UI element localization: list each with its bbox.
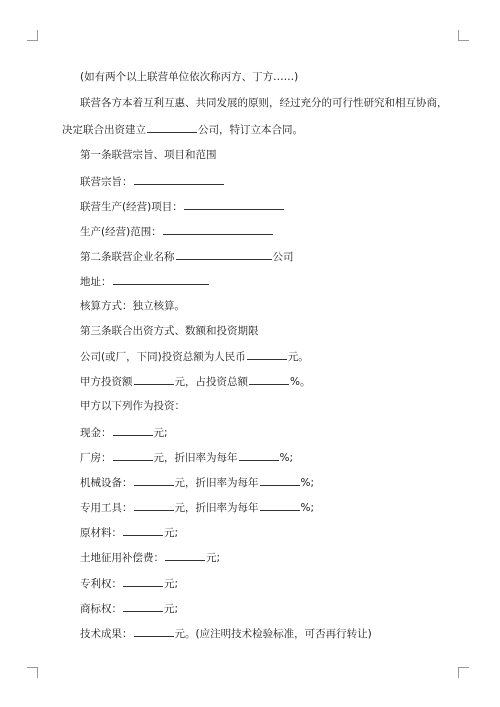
item-trademark: 商标权： 元;: [80, 603, 179, 615]
field-project: 联营生产(经营)项目：: [80, 199, 285, 214]
fill-blank[interactable]: [113, 274, 209, 285]
item-patent: 专利权： 元;: [80, 578, 179, 590]
fill-blank[interactable]: [184, 199, 284, 210]
fill-blank[interactable]: [134, 374, 174, 385]
field-total-investment: 公司(或厂，下同)投资总额为人民币 元。: [80, 351, 309, 363]
fill-blank[interactable]: [163, 224, 273, 235]
fill-blank[interactable]: [247, 349, 287, 360]
field-party-a-investment: 甲方投资额 元，占投资总额 %。: [80, 376, 311, 388]
fill-blank[interactable]: [113, 425, 153, 436]
fill-blank[interactable]: [123, 576, 163, 587]
fill-blank[interactable]: [134, 626, 174, 637]
fill-blank[interactable]: [123, 601, 163, 612]
field-scope: 生产(经营)范围：: [80, 224, 274, 239]
fill-blank[interactable]: [147, 122, 197, 133]
fill-blank[interactable]: [176, 249, 272, 260]
paragraph-intro: 联营各方本着互利互惠、共同发展的原则，经过充分的可行性研究和相互协商，: [80, 97, 448, 109]
item-raw-materials: 原材料： 元;: [80, 527, 179, 539]
field-address: 地址：: [80, 274, 210, 289]
fill-blank[interactable]: [134, 500, 174, 511]
article-2-heading: 第二条联营企业名称 公司: [80, 251, 294, 263]
fill-blank[interactable]: [165, 550, 205, 561]
fill-blank[interactable]: [260, 475, 300, 486]
item-machinery: 机械设备： 元，折旧率为每年 %;: [80, 477, 315, 489]
article-1-heading: 第一条联营宗旨、项目和范围: [80, 149, 217, 161]
paragraph-note: (如有两个以上联营单位依次称丙方、丁方……): [80, 71, 299, 83]
fill-blank[interactable]: [260, 500, 300, 511]
item-tools: 专用工具： 元，折旧率为每年 %;: [80, 502, 315, 514]
field-purpose: 联营宗旨：: [80, 174, 225, 189]
item-land-compensation: 土地征用补偿费： 元;: [80, 552, 221, 564]
fill-blank[interactable]: [123, 525, 163, 536]
party-a-investment-heading: 甲方以下列作为投资：: [80, 400, 185, 412]
field-accounting: 核算方式：独立核算。: [80, 300, 185, 312]
item-workshop: 厂房： 元，折旧率为每年 %;: [80, 452, 294, 464]
item-technology: 技术成果： 元。(应注明技术检验标准，可否再行转让): [80, 628, 372, 640]
fill-blank[interactable]: [113, 450, 153, 461]
item-cash: 现金： 元;: [80, 427, 168, 439]
fill-blank[interactable]: [134, 174, 224, 185]
article-3-heading: 第三条联合出资方式、数额和投资期限: [80, 325, 259, 337]
fill-blank[interactable]: [249, 374, 289, 385]
paragraph-intro-cont: 决定联合出资建立 公司，特订立本合同。: [62, 124, 303, 136]
fill-blank[interactable]: [239, 450, 279, 461]
fill-blank[interactable]: [134, 475, 174, 486]
